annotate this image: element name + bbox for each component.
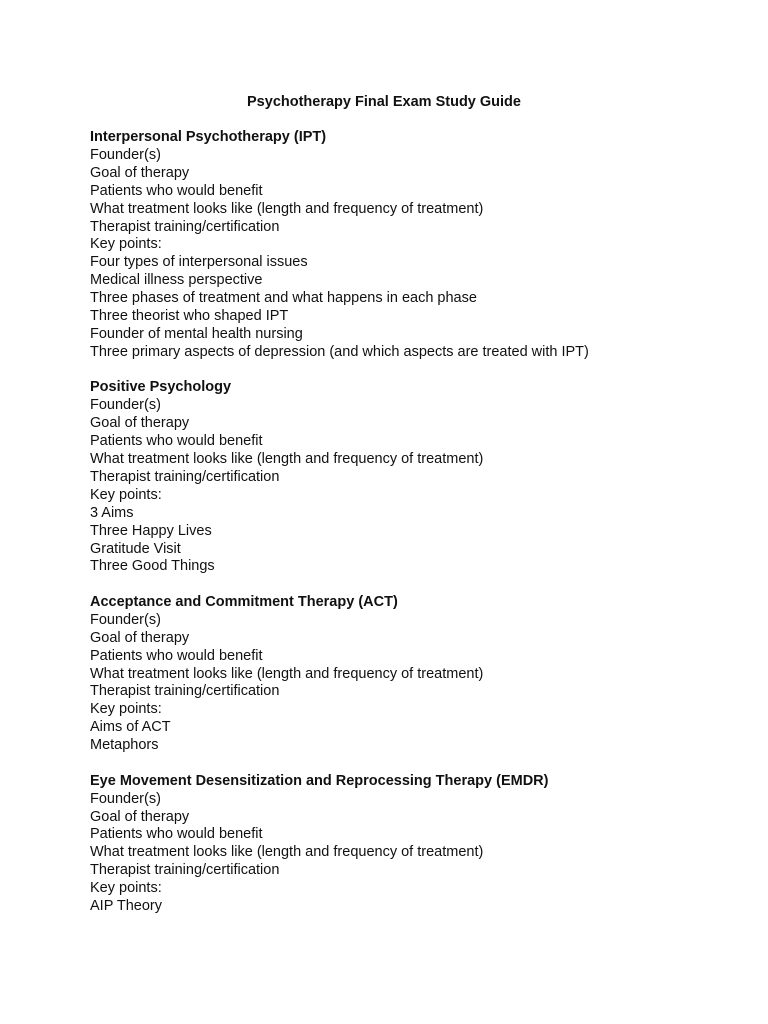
item-list [90, 397, 730, 576]
list-item: Metaphors [90, 737, 159, 754]
list-item: Patients who would benefit [90, 182, 263, 199]
list-item: Goal of therapy [90, 629, 190, 646]
list-item: Gratitude Visit [90, 540, 181, 557]
list-item: Founder of mental health nursing [90, 325, 303, 342]
list-item: AIP Theory [90, 898, 163, 915]
list-item: Key points: [90, 880, 162, 897]
document-title: Psychotherapy Final Exam Study Guide [247, 94, 521, 110]
list-item: What treatment looks like (length and frequency of treatment) [90, 844, 484, 861]
list-item: 3 Aims [90, 504, 134, 521]
list-item: Goal of therapy [90, 164, 190, 181]
section-act [90, 594, 730, 755]
list-item: Three primary aspects of depression (and which aspects are treated with IPT) [90, 343, 589, 360]
item-list [90, 612, 730, 755]
list-item: Three Happy Lives [90, 522, 212, 539]
section-emdr [90, 773, 730, 916]
list-item: Patients who would benefit [90, 826, 263, 843]
list-item: Founder(s) [90, 790, 161, 807]
list-item: Key points: [90, 701, 162, 718]
list-item: Therapist training/certification [90, 683, 280, 700]
list-item: Founder(s) [90, 146, 161, 163]
list-item: Three phases of treatment and what happens in each phase [90, 290, 477, 307]
section-positive-psychology [90, 379, 730, 576]
list-item: What treatment looks like (length and frequency of treatment) [90, 200, 484, 217]
list-item: Goal of therapy [90, 808, 190, 825]
list-item: What treatment looks like (length and frequency of treatment) [90, 665, 484, 682]
list-item: Therapist training/certification [90, 468, 280, 485]
document-body [90, 129, 730, 934]
item-list [90, 147, 730, 362]
section-ipt [90, 129, 730, 362]
list-item: Four types of interpersonal issues [90, 254, 308, 271]
list-item: Patients who would benefit [90, 647, 263, 664]
list-item: Therapist training/certification [90, 218, 280, 235]
section-heading: Acceptance and Commitment Therapy (ACT) [90, 593, 398, 610]
list-item: Three theorist who shaped IPT [90, 308, 289, 325]
section-heading: Positive Psychology [90, 379, 232, 396]
list-item: Founder(s) [90, 611, 161, 628]
list-item: Aims of ACT [90, 719, 171, 736]
list-item: Therapist training/certification [90, 862, 280, 879]
list-item: What treatment looks like (length and frequency of treatment) [90, 451, 484, 467]
section-heading: Eye Movement Desensitization and Reprocessing Therapy (EMDR) [90, 772, 549, 789]
list-item: Key points: [90, 486, 162, 503]
list-item: Key points: [90, 236, 162, 253]
list-item: Medical illness perspective [90, 272, 263, 289]
list-item: Goal of therapy [90, 415, 190, 432]
list-item: Founder(s) [90, 397, 161, 414]
list-item: Patients who would benefit [90, 433, 263, 450]
item-list [90, 791, 730, 916]
list-item: Three Good Things [90, 558, 215, 575]
section-heading: Interpersonal Psychotherapy (IPT) [90, 129, 327, 145]
